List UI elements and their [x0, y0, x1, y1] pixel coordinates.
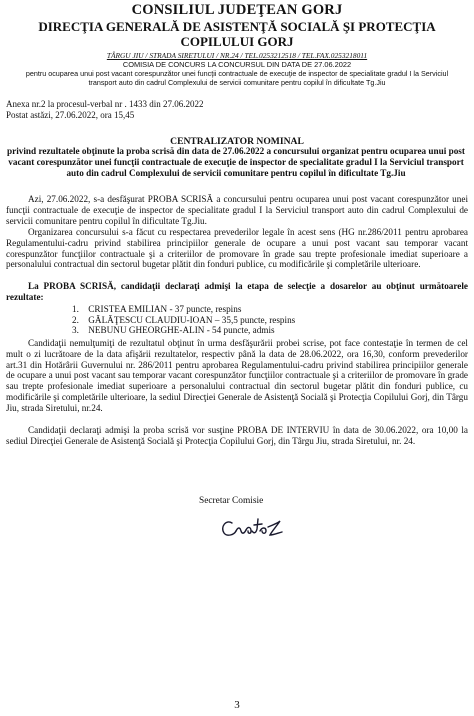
document-subtitle: privind rezultatele obţinute la proba scrisă din data de 27.06.2022 a concursului organizat pentru ocuparea unui post vacant corespunzător unei funcţii contractuale de execuţie de inspector de specialitate gradul I la Serviciul transport auto din cadrul Complexului de servicii comunitare pentru copilul în dificultate Tg.Jiu — [7, 146, 465, 178]
address-line: TÂRGU JIU / STRADA SIRETULUI / NR.24 / TEL.0253212518 / TEL.FAX.0253218011 — [106, 51, 368, 60]
result-number: 3. — [72, 325, 79, 336]
commission-line: COMISIA DE CONCURS LA CONCURSUL DIN DATA DE 27.06.2022 — [122, 60, 352, 69]
result-item — [72, 325, 295, 336]
result-text: GĂLĂŢESCU CLAUDIU-IOAN – 35,5 puncte, respins — [88, 314, 296, 325]
handwritten-signature — [218, 509, 286, 550]
result-number: 2. — [72, 314, 79, 325]
paragraph-results-intro: La PROBA SCRISĂ, candidaţii declaraţi admişi la etapa de selecţie a dosarelor au obţinut următoarele rezultate: — [6, 281, 468, 302]
paragraph-exam-held: Azi, 27.06.2022, s-a desfăşurat PROBA SCRISĂ a concursului pentru ocuparea unui post vacant corespunzător unei funcţii contractuale de execuţie de inspector de specialitate gradul I la Serviciul transport auto din cadrul Complexului de servicii comunitare pentru copilul în dificultate Tg.Jiu. — [6, 194, 468, 226]
posted-timestamp: Postat astăzi, 27.06.2022, ora 15,45 — [6, 110, 135, 120]
institution-name: CONSILIUL JUDEŢEAN GORJ — [131, 2, 343, 18]
result-text: NEBUNU GHEORGHE-ALIN - 54 puncte, admis — [88, 325, 275, 336]
signature-label: Secretar Comisie — [199, 496, 264, 506]
directorate-line-1: DIRECŢIA GENERALĂ DE ASISTENŢĂ SOCIALĂ ŞI PROTECŢIA — [38, 19, 436, 34]
paragraph-interview: Candidaţii declaraţi admişi la proba scrisă vor susţine PROBA DE INTERVIU în data de 30.06.2022, ora 10,00 la sediul Direcţiei Generale de Asistenţă Socială şi Protecţia Copilului Gorj, din Târgu Jiu, strada Siretului, nr. 24. — [6, 425, 468, 446]
result-item — [72, 304, 295, 315]
results-list — [72, 304, 295, 336]
paragraph-legal-basis: Organizarea concursului s-a făcut cu respectarea prevederilor legale în acest sens (HG nr.286/2011 pentru aprobarea Regulamentului-cadru privind stabilirea principiilor generale de ocupare a unui post vacant sau temporar vacant corespunzător funcţiilor contractuale şi a criteriilor de promovare în grade sau trepte profesionale imediat superioare a personalului contractual din sectorul bugetar plătit din fonduri publice, cu modificările şi completările ulterioare. — [6, 227, 468, 270]
page-number: 3 — [234, 699, 240, 711]
paragraph-contestation: Candidaţii nemulţumiţi de rezultatul obţinut în urma desfăşurării probei scrise, pot face contestaţie în termen de cel mult o zi lucrătoare de la data afişării rezultatelor, respectiv până la data de 28.06.2022, ora 16,30, conform prevederilor art.31 din Hotărârii Guvernului nr. 286/2011 pentru aprobarea Regulamentului-cadru privind stabilirea principiilor generale de ocupare a unui post vacant sau temporar vacant corespunzător funcţiilor contractuale şi a criteriilor de promovare în grade sau trepte profesionale imediat superioare a personalului contractual din sectorul bugetar plătit din fonduri publice, cu modificările şi completările ulterioare, la sediul Direcţiei Generale de Asistenţă Socială şi Protecţia Copilului Gorj, din Târgu Jiu, strada Siretului, nr.24. — [6, 338, 468, 413]
result-number: 1. — [72, 304, 79, 314]
annex-reference: Anexa nr.2 la procesul-verbal nr . 1433 din 27.06.2022 — [6, 99, 204, 109]
document-title: CENTRALIZATOR NOMINAL — [170, 136, 304, 147]
result-text: CRISTEA EMILIAN - 37 puncte, respins — [88, 304, 242, 314]
result-item — [72, 315, 295, 326]
subject-line: pentru ocuparea unui post vacant corespunzător unei funcţii contractuale de execuţie de inspector de specialitate gradul I la Serviciul transport auto din cadrul Complexului de servicii comunitare pentru copilul în dificultate Tg.Jiu — [25, 69, 449, 87]
directorate-line-2: COPILULUI GORJ — [180, 34, 294, 49]
